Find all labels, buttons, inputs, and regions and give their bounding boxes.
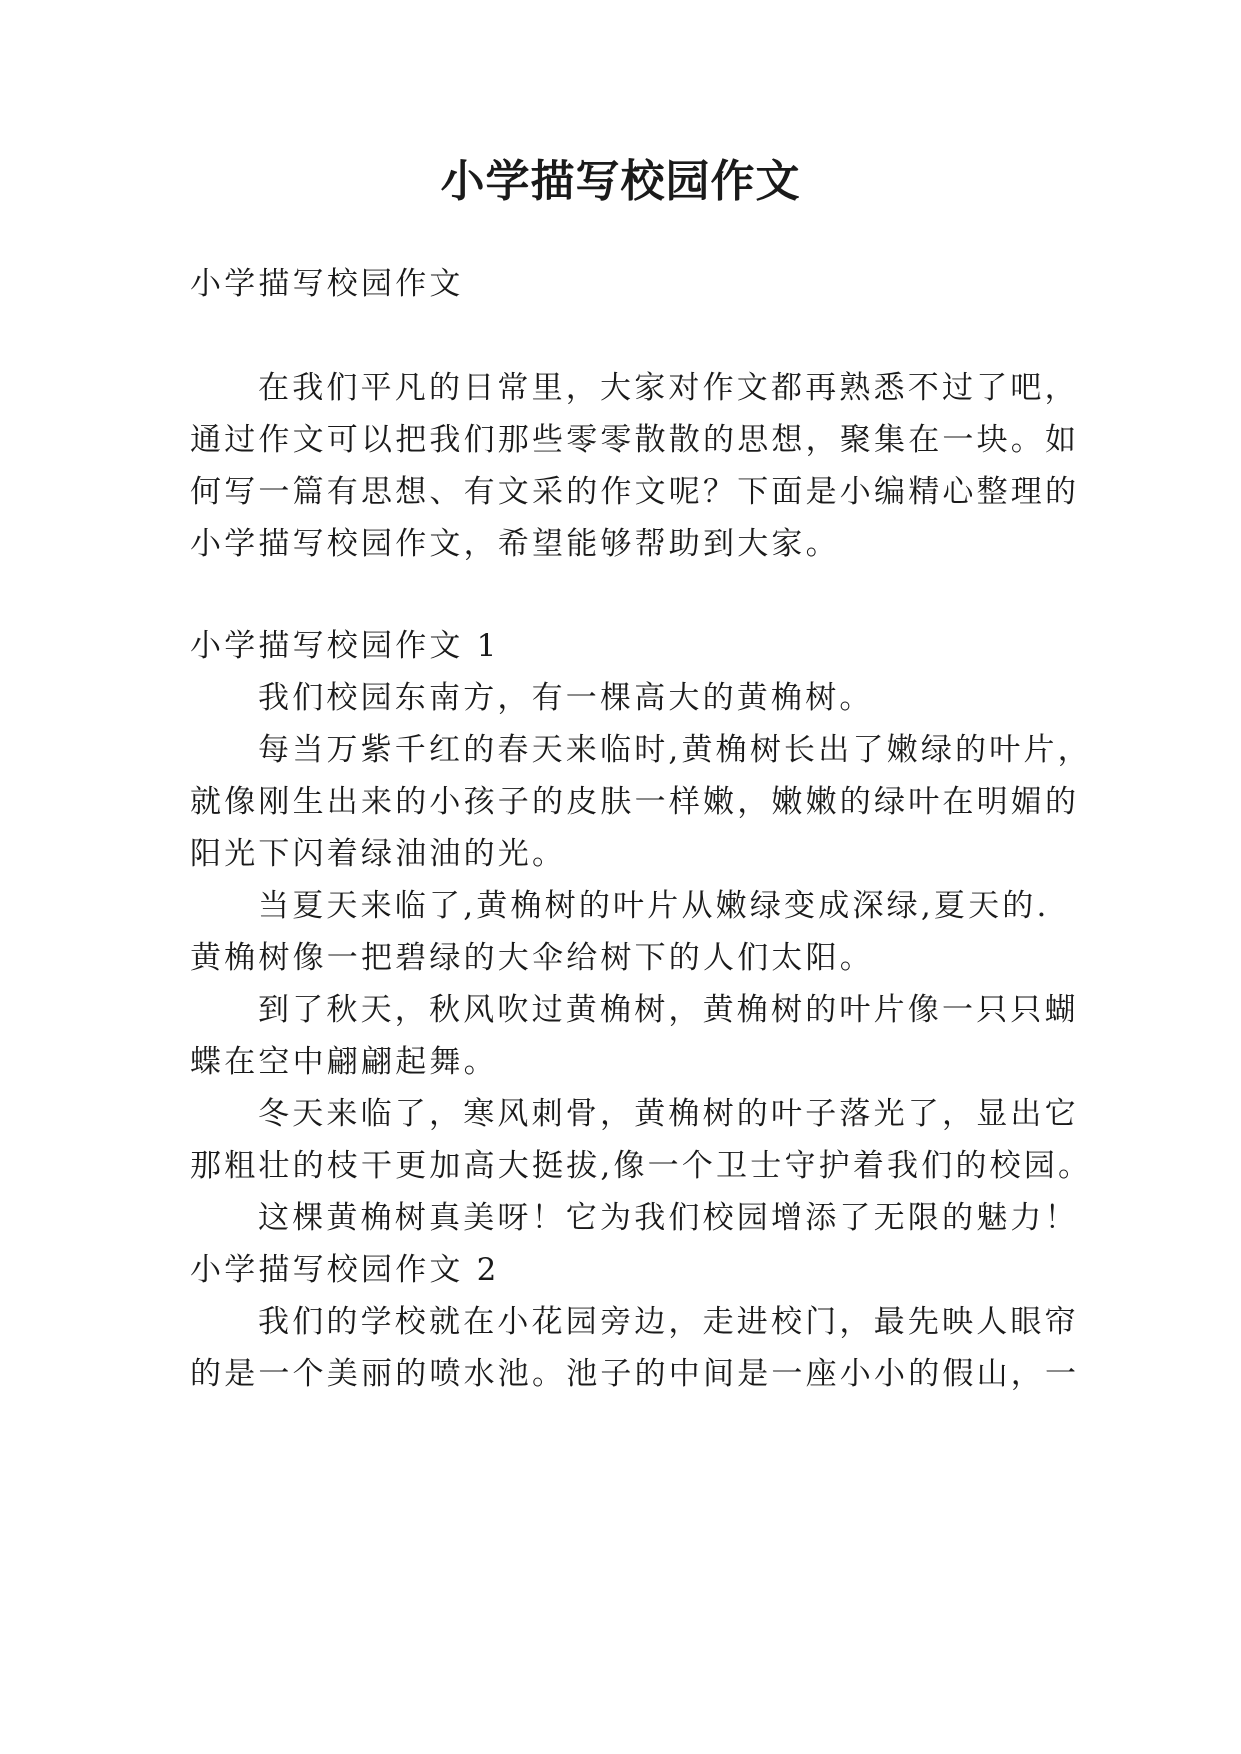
- essay1-line: 我们校园东南方，有一棵高大的黄桷树。: [258, 680, 874, 716]
- essay1-line: 到了秋天，秋风吹过黄桷树，黄桷树的叶片像一只只蝴: [258, 992, 1079, 1028]
- essay1-line: 那粗壮的枝干更加高大挺拔,像一个卫士守护着我们的校园。: [190, 1148, 1093, 1184]
- essay1-line: 每当万紫千红的春天来临时,黄桷树长出了嫩绿的叶片，: [258, 732, 1092, 768]
- intro-line: 在我们平凡的日常里，大家对作文都再熟悉不过了吧，: [258, 370, 1079, 406]
- intro-line: 通过作文可以把我们那些零零散散的思想，聚集在一块。如: [190, 422, 1080, 458]
- essay1-line: 就像刚生出来的小孩子的皮肤一样嫩，嫩嫩的绿叶在明媚的: [190, 784, 1080, 820]
- document-title: 小学描写校园作文: [440, 156, 801, 207]
- essay1-line: 蝶在空中翩翩起舞。: [190, 1044, 498, 1080]
- essay1-line: 当夏天来临了,黄桷树的叶片从嫩绿变成深绿,夏天的.: [258, 888, 1050, 924]
- essay1-line: 黄桷树像一把碧绿的大伞给树下的人们太阳。: [190, 940, 874, 976]
- essay2-line: 的是一个美丽的喷水池。池子的中间是一座小小的假山，一: [190, 1356, 1080, 1392]
- intro-line: 小学描写校园作文，希望能够帮助到大家。: [190, 526, 840, 562]
- essay1-heading: 小学描写校园作文 1: [190, 628, 500, 664]
- essay1-line: 冬天来临了，寒风刺骨，黄桷树的叶子落光了，显出它: [258, 1096, 1079, 1132]
- essay2-line: 我们的学校就在小花园旁边，走进校门，最先映人眼帘: [258, 1304, 1079, 1340]
- essay2-heading: 小学描写校园作文 2: [190, 1252, 500, 1288]
- essay1-line: 阳光下闪着绿油油的光。: [190, 836, 567, 872]
- intro-line: 何写一篇有思想、有文采的作文呢？下面是小编精心整理的: [190, 474, 1080, 510]
- document-heading: 小学描写校园作文: [190, 266, 464, 302]
- essay1-line: 这棵黄桷树真美呀！它为我们校园增添了无限的魅力！: [258, 1200, 1079, 1236]
